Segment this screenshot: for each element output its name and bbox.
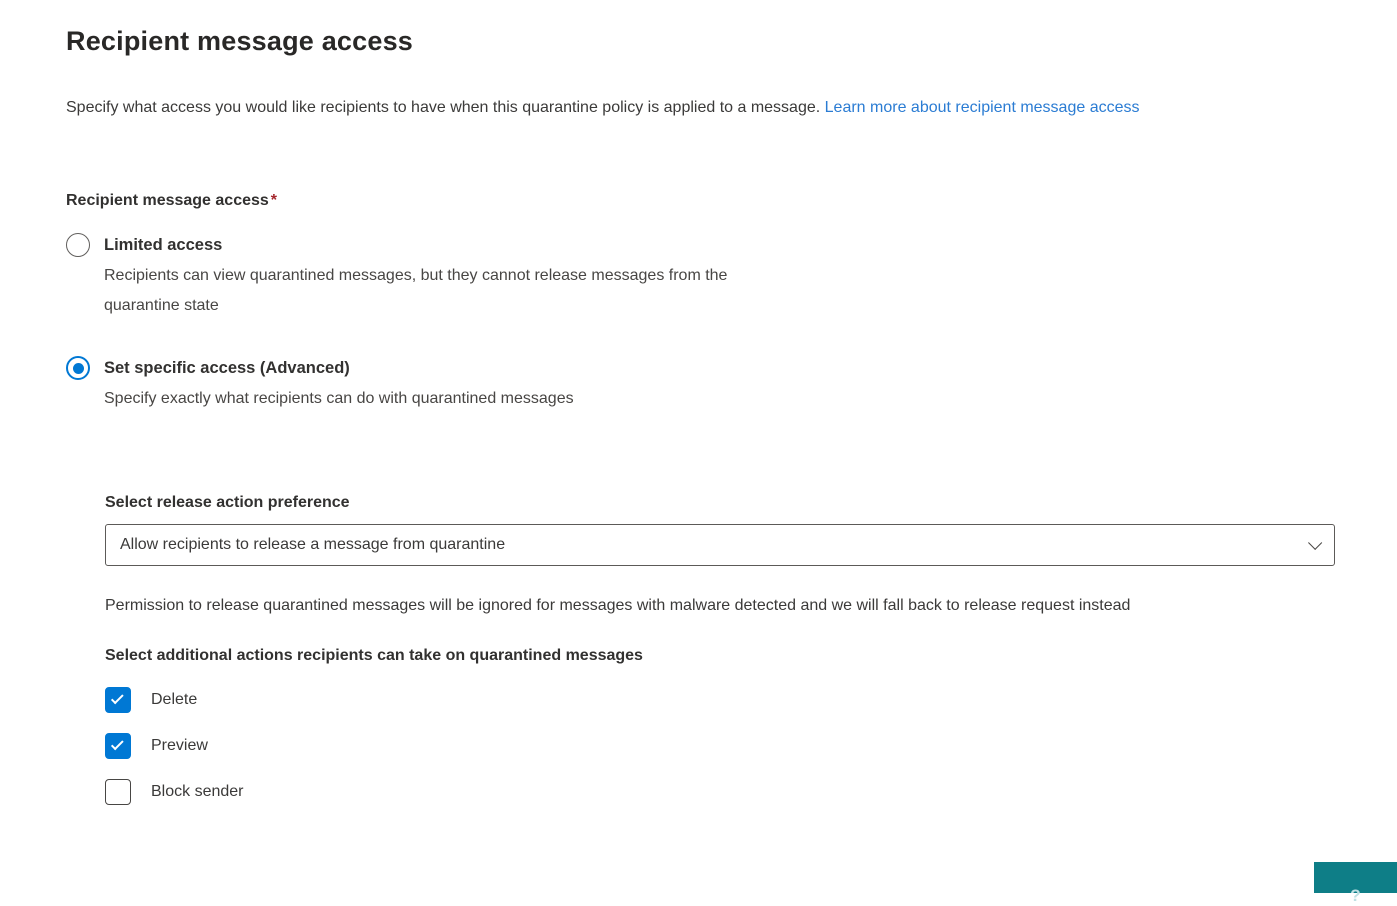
release-permission-note: Permission to release quarantined messages will be ignored for messages with malware detected and we will fall back to release request instead (105, 597, 1131, 614)
help-button[interactable] (1314, 862, 1397, 905)
radio-option-limited-access[interactable] (66, 232, 1335, 321)
radio-option-label: Set specific access (Advanced) (104, 359, 350, 377)
checkbox-delete[interactable] (105, 687, 197, 713)
radio-dot-icon (73, 363, 84, 374)
checkmark-icon (111, 692, 124, 705)
radio-option-text (104, 232, 744, 321)
radio-option-text (104, 355, 574, 414)
additional-actions-label: Select additional actions recipients can take on quarantined messages (105, 647, 643, 664)
release-action-dropdown-value: Allow recipients to release a message from quarantine (120, 536, 506, 553)
checkmark-icon (111, 738, 124, 751)
required-asterisk: * (270, 192, 278, 209)
checkbox-label: Delete (151, 691, 198, 708)
radio-button-icon[interactable] (66, 233, 90, 257)
radio-option-label: Limited access (104, 236, 223, 254)
radio-button-icon[interactable] (66, 356, 90, 380)
checkbox-label: Block sender (151, 783, 244, 800)
checkbox-preview[interactable] (105, 733, 208, 759)
radio-option-set-specific-access[interactable] (66, 355, 1335, 414)
radio-option-description: Recipients can view quarantined messages, but they cannot release messages from the quarantine state (104, 267, 728, 314)
recipient-access-field-label (66, 192, 1335, 210)
question-mark-icon: ? (1350, 886, 1361, 905)
page-description-text: Specify what access you would like recipients to have when this quarantine policy is applied to a message. (66, 99, 821, 116)
checkbox-icon[interactable] (105, 687, 131, 713)
page-title: Recipient message access (66, 26, 414, 56)
checkbox-icon[interactable] (105, 779, 131, 805)
learn-more-link[interactable]: Learn more about recipient message access (824, 99, 1140, 116)
checkbox-icon[interactable] (105, 733, 131, 759)
page-description (66, 93, 1186, 122)
radio-option-description: Specify exactly what recipients can do with quarantined messages (104, 390, 574, 407)
checkbox-block-sender[interactable] (105, 779, 244, 805)
chevron-down-icon (1308, 536, 1322, 550)
advanced-access-section (105, 494, 1335, 805)
release-preference-label: Select release action preference (105, 494, 350, 511)
recipient-access-label-text: Recipient message access (66, 192, 269, 209)
checkbox-label: Preview (151, 737, 208, 754)
release-action-dropdown[interactable] (105, 524, 1335, 566)
